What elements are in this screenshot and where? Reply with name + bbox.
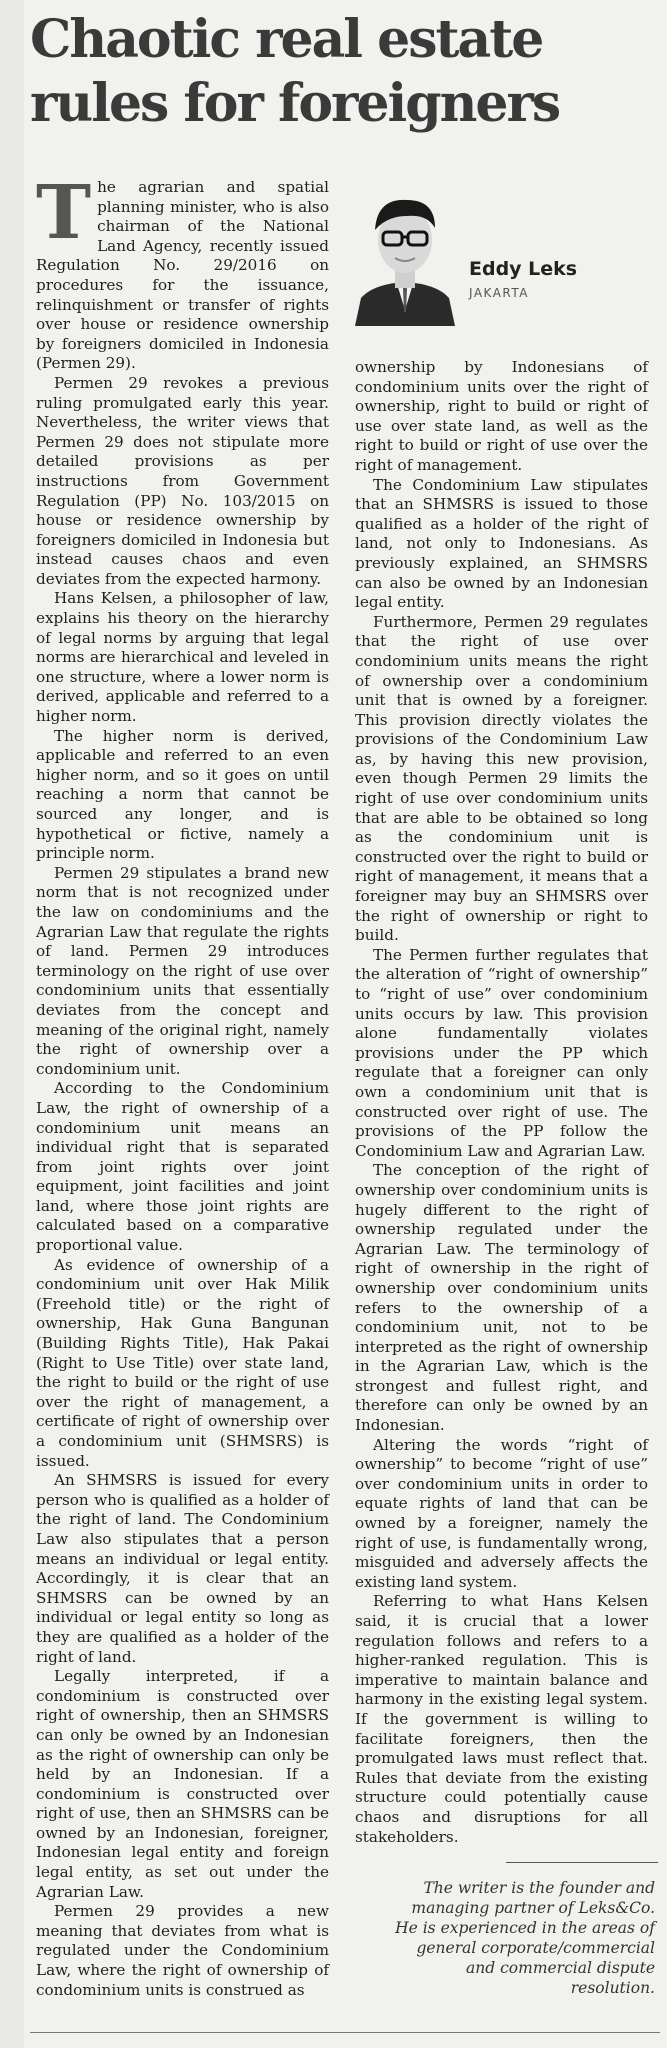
paragraph: The Permen further regulates that the alteration of “right of ownership” to “right of use” over condominium units occurs by law. This provision alone fundamentally violates provisions under the PP which regulate that a foreigner can only own a condominium unit that is constructed over right of use. The provisions of the PP follow the Condominium Law and Agrarian Law. bbox=[355, 945, 648, 1160]
author-portrait-icon bbox=[353, 186, 457, 326]
paragraph: According to the Condominium Law, the right of ownership of a condominium unit means an individual right that is separated from joint rights over joint equipment, joint facilities and joint land, where those joint rights are calculated based on a comparative proportional value. bbox=[36, 1079, 329, 1255]
paragraph: An SHMSRS is issued for every person who is qualified as a holder of the right of land. The Condominium Law also stipulates that a person means an individual or legal entity. Accordingly, it is clear that an SHMSRS can be owned by an individual or legal entity so long as they are qualified as a holder of the right of land. bbox=[36, 1471, 329, 1666]
paragraph: Permen 29 provides a new meaning that deviates from what is regulated under the Condominium Law, where the right of ownership of condominium units is construed as bbox=[36, 1902, 329, 1999]
author-box bbox=[353, 186, 653, 336]
left-column bbox=[36, 170, 329, 2000]
paragraph: ownership by Indonesians of condominium units over the right of ownership, right to build or right of use over state land, as well as the right to build or right of use over the right of management. bbox=[355, 358, 648, 474]
right-column bbox=[355, 358, 648, 1847]
paragraph: The Condominium Law stipulates that an SHMSRS is issued to those qualified as a holder of the right of land, not only to Indonesians. As previously explained, an SHMSRS can also be owned by an Indonesian legal entity. bbox=[355, 475, 648, 612]
paragraph: Furthermore, Permen 29 regulates that the right of use over condominium units means the right of ownership over a condominium unit that is owned by a foreigner. This provision directly violates the provisions of the Condominium Law as, by having this new provision, even though Permen 29 limits the right of use over condominium units that are able to be obtained so long as the condominium unit is constructed over the right to build or right of management, it means that a foreigner may buy an SHMSRS over the right of ownership or right to build. bbox=[355, 612, 648, 945]
paragraph: Hans Kelsen, a philosopher of law, explains his theory on the hierarchy of legal norms by arguing that legal norms are hierarchical and leveled in one structure, where a lower norm is derived, applicable and referred to a higher norm. bbox=[36, 589, 329, 726]
author-name: Eddy Leks bbox=[469, 258, 578, 280]
paragraph: Permen 29 stipulates a brand new norm that is not recognized under the law on condominiums and the Agrarian Law that regulate the rights of land. Permen 29 introduces terminology on the right of use over condominium units that essentially deviates from the concept and meaning of the original right, namely the right of ownership over a condominium unit. bbox=[36, 863, 329, 1078]
paragraph: The higher norm is derived, applicable and referred to an even higher norm, and so it goes on until reaching a norm that cannot be sourced any longer, and is hypothetical or fictive, namely a principle norm. bbox=[36, 726, 329, 863]
headline: Chaotic real estate rules for foreigners bbox=[30, 9, 560, 134]
paragraph: As evidence of ownership of a condominium unit over Hak Milik (Freehold title) or the right of ownership, Hak Guna Bangunan (Building Rights Title), Hak Pakai (Right to Use Title) over state land, the right to build or the right of use over the right of management, a certificate of right of ownership over a condominium unit (SHMSRS) is issued. bbox=[36, 1255, 329, 1470]
paragraph: Permen 29 revokes a previous ruling promulgated early this year. Nevertheless, the writer views that Permen 29 does not stipulate more detailed provisions as per instructions from Government Regulation (PP) No. 103/2015 on house or residence ownership by foreigners domiciled in Indonesia but instead causes chaos and even deviates from the expected harmony. bbox=[36, 373, 329, 588]
author-footnote: The writer is the founder and managing partner of Leks&Co. He is experienced in the areas of general corporate/commercial and commercial dispute resolution. bbox=[395, 1879, 655, 1997]
paragraph: Altering the words “right of ownership” to become “right of use” over condominium units in order to equate rights of land that can be owned by a foreigner, namely the right of use, is fundamentally wrong, misguided and adversely affects the existing land system. bbox=[355, 1435, 648, 1591]
bottom-divider bbox=[30, 2032, 660, 2033]
author-location: JAKARTA bbox=[469, 286, 529, 300]
paragraph: Legally interpreted, if a condominium is constructed over right of ownership, then an SHMSRS can only be owned by an Indonesian as the right of ownership can only be held by an Indonesian. If a condominium is constructed over right of use, then an SHMSRS can be owned by an Indonesian, foreigner, Indonesian legal entity and foreign legal entity, as set out under the Agrarian Law. bbox=[36, 1667, 329, 1901]
paragraph: The conception of the right of ownership over condominium units is hugely different to the right of ownership regulated under the Agrarian Law. The terminology of right of ownership in the right of ownership over condominium units refers to the ownership of a condominium unit, not to be interpreted as the right of ownership in the Agrarian Law, which is the strongest and fullest right, and therefore can only be owned by an Indonesian. bbox=[355, 1161, 648, 1435]
footnote-divider bbox=[506, 1862, 658, 1863]
paragraph: The agrarian and spatial planning minister, who is also chairman of the National Land Agency, recently issued Regulation No. 29/2016 on procedures for the issuance, relinquishment or transfer of rights over house or residence ownership by foreigners domiciled in Indonesia (Permen 29). bbox=[36, 170, 329, 373]
paragraph: Referring to what Hans Kelsen said, it is crucial that a lower regulation follows and refers to a higher-ranked regulation. This is imperative to maintain balance and harmony in the existing legal system. If the government is willing to facilitate foreigners, then the promulgated laws must reflect that. Rules that deviate from the existing structure could potentially cause chaos and disruptions for all stakeholders. bbox=[355, 1592, 648, 1846]
drop-cap: T bbox=[36, 170, 92, 256]
